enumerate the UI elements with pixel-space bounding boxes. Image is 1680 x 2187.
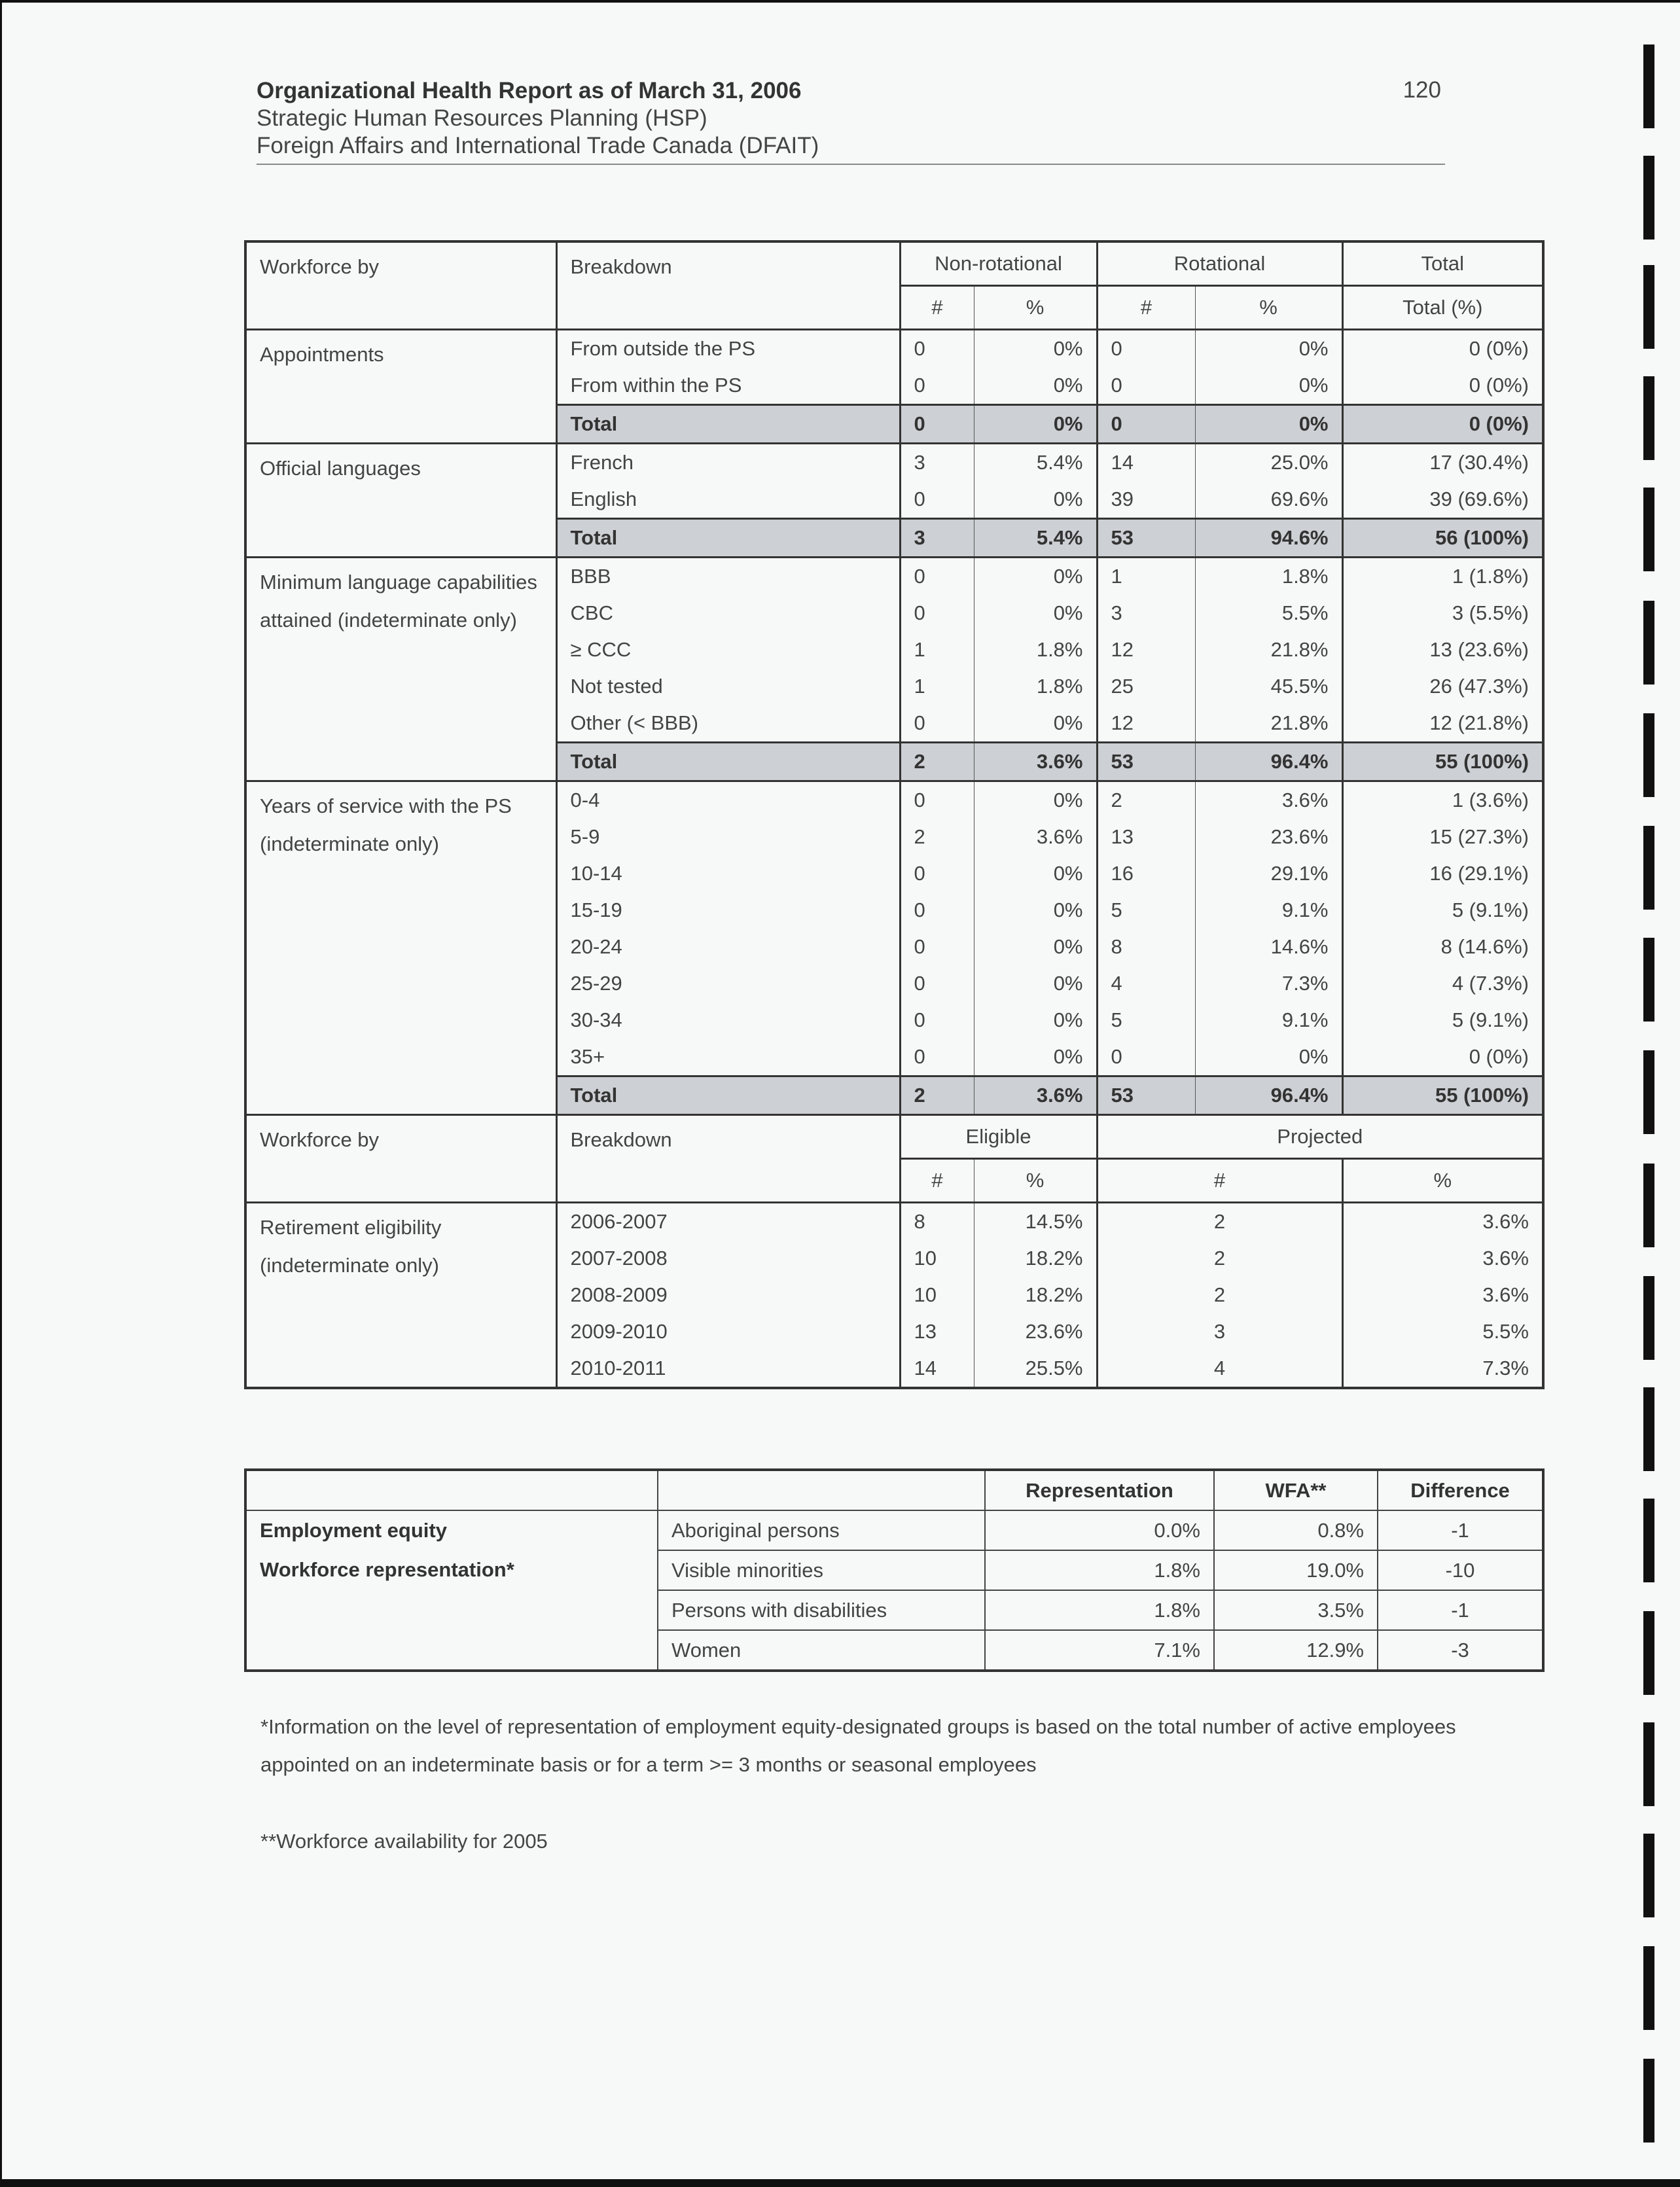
footnote-equity: *Information on the level of representation of employment equity-designated groups is based on the total number of active employees appointed on an indeterminate basis or for a term >= 3 months or seasonal employees (260, 1715, 1456, 1776)
ee-label-line1: Employment equity (260, 1519, 447, 1542)
workforce-table (244, 240, 1545, 1389)
total-cell: 39 (69.6%) (1429, 488, 1529, 510)
breakdown-cell: BBB (556, 558, 900, 596)
total-cell: 5 (9.1%) (1452, 1008, 1529, 1031)
column-header-eligible: Eligible (900, 1115, 1097, 1159)
nr-pct-cell: 5.4% (974, 444, 1097, 482)
nr-num-cell: 0 (900, 705, 974, 743)
nr-num-cell: 0 (900, 330, 974, 368)
r-num-cell: 2 (1097, 781, 1195, 819)
el-pct-cell: 14.5% (974, 1203, 1097, 1241)
r-num-cell: 4 (1097, 965, 1195, 1002)
total-cell: 15 (27.3%) (1429, 825, 1529, 848)
total-r-pct: 96.4% (1195, 1076, 1342, 1115)
total-cell: 26 (47.3%) (1429, 675, 1529, 698)
breakdown-cell: 15-19 (556, 892, 900, 929)
column-header-difference: Difference (1378, 1470, 1543, 1510)
subheader-pr-pct: % (1342, 1159, 1543, 1203)
subheader-el-pct: % (974, 1159, 1097, 1203)
nr-pct-cell: 1.8% (974, 668, 1097, 705)
department-name: Foreign Affairs and International Trade Canada (DFAIT) (257, 133, 819, 158)
pr-num-cell: 4 (1097, 1350, 1342, 1388)
report-subtitle: Strategic Human Resources Planning (HSP) (257, 105, 707, 131)
nr-pct-cell: 1.8% (974, 631, 1097, 668)
table-row (245, 1510, 1543, 1550)
breakdown-cell: English (556, 481, 900, 519)
r-pct-cell: 7.3% (1195, 965, 1342, 1002)
table-row (245, 781, 1543, 819)
breakdown-cell: 2006-2007 (556, 1203, 900, 1241)
r-pct-cell: 0% (1195, 330, 1342, 368)
total-nr-num: 0 (900, 405, 974, 444)
nr-pct-cell: 0% (974, 481, 1097, 519)
total-label-cell: Total (556, 1076, 900, 1115)
breakdown-cell: Other (< BBB) (556, 705, 900, 743)
nr-num-cell: 0 (900, 892, 974, 929)
table-row (245, 444, 1543, 482)
breakdown-cell: 0-4 (556, 781, 900, 819)
column-header-wfa: WFA** (1214, 1470, 1378, 1510)
nr-pct-cell: 0% (974, 367, 1097, 405)
nr-pct-cell: 0% (974, 705, 1097, 743)
el-num-cell: 10 (900, 1240, 974, 1277)
wfa-cell: 0.8% (1214, 1510, 1378, 1550)
el-num-cell: 8 (900, 1203, 974, 1241)
total-r-num: 53 (1097, 743, 1195, 781)
breakdown-cell: ≥ CCC (556, 631, 900, 668)
representation-cell: 7.1% (985, 1630, 1214, 1671)
total-r-num: 53 (1097, 519, 1195, 558)
pr-pct-cell: 3.6% (1482, 1283, 1529, 1306)
page-header (257, 77, 1441, 160)
total-nr-num: 2 (900, 1076, 974, 1115)
total-total: 56 (100%) (1342, 519, 1543, 558)
nr-num-cell: 0 (900, 781, 974, 819)
section-label: Appointments (245, 330, 556, 444)
nr-num-cell: 0 (900, 929, 974, 965)
punch-mark (1643, 1611, 1654, 1695)
nr-num-cell: 1 (900, 668, 974, 705)
el-pct-cell: 25.5% (974, 1350, 1097, 1388)
total-label-cell: Total (556, 519, 900, 558)
nr-pct-cell: 0% (974, 781, 1097, 819)
punch-mark (1643, 1387, 1654, 1471)
wfa-cell: 12.9% (1214, 1630, 1378, 1671)
nr-pct-cell: 0% (974, 1002, 1097, 1039)
punch-mark (1643, 156, 1654, 240)
breakdown-cell: From outside the PS (556, 330, 900, 368)
total-r-pct: 94.6% (1195, 519, 1342, 558)
column-header-total: Total (1342, 241, 1543, 286)
total-cell: 0 (0%) (1469, 337, 1529, 360)
total-label-cell: Total (556, 405, 900, 444)
el-pct-cell: 18.2% (974, 1277, 1097, 1313)
r-num-cell: 25 (1097, 668, 1195, 705)
r-num-cell: 12 (1097, 631, 1195, 668)
retirement-label: Retirement eligibility (indeterminate only) (245, 1203, 556, 1389)
r-pct-cell: 69.6% (1195, 481, 1342, 519)
r-num-cell: 39 (1097, 481, 1195, 519)
r-pct-cell: 21.8% (1195, 631, 1342, 668)
column-header-projected: Projected (1097, 1115, 1543, 1159)
breakdown-cell: Not tested (556, 668, 900, 705)
nr-num-cell: 3 (900, 444, 974, 482)
pr-pct-cell: 3.6% (1482, 1210, 1529, 1233)
total-nr-pct: 0% (974, 405, 1097, 444)
nr-num-cell: 0 (900, 595, 974, 631)
r-pct-cell: 0% (1195, 1039, 1342, 1076)
nr-pct-cell: 3.6% (974, 819, 1097, 855)
punch-mark (1643, 938, 1654, 1022)
breakdown-cell: 2009-2010 (556, 1313, 900, 1350)
r-num-cell: 0 (1097, 330, 1195, 368)
r-pct-cell: 9.1% (1195, 892, 1342, 929)
total-nr-pct: 3.6% (974, 1076, 1097, 1115)
breakdown-cell: 20-24 (556, 929, 900, 965)
total-total: 55 (100%) (1342, 743, 1543, 781)
breakdown-cell: CBC (556, 595, 900, 631)
breakdown-cell: 35+ (556, 1039, 900, 1076)
wfa-cell: 19.0% (1214, 1550, 1378, 1590)
wfa-cell: 3.5% (1214, 1590, 1378, 1630)
scan-border-top (0, 0, 1680, 3)
nr-num-cell: 0 (900, 481, 974, 519)
pr-num-cell: 3 (1097, 1313, 1342, 1350)
nr-pct-cell: 0% (974, 595, 1097, 631)
r-pct-cell: 29.1% (1195, 855, 1342, 892)
difference-cell: -10 (1378, 1550, 1543, 1590)
nr-pct-cell: 0% (974, 965, 1097, 1002)
el-num-cell: 13 (900, 1313, 974, 1350)
r-num-cell: 0 (1097, 367, 1195, 405)
breakdown-cell: 2007-2008 (556, 1240, 900, 1277)
total-label-cell: Total (556, 743, 900, 781)
punch-mark (1643, 488, 1654, 571)
group-cell: Persons with disabilities (658, 1590, 985, 1630)
breakdown-cell: French (556, 444, 900, 482)
pr-num-cell: 2 (1097, 1240, 1342, 1277)
table-row (245, 558, 1543, 596)
pr-num-cell: 2 (1097, 1277, 1342, 1313)
punch-mark (1643, 1499, 1654, 1582)
nr-pct-cell: 0% (974, 892, 1097, 929)
breakdown-cell: 5-9 (556, 819, 900, 855)
punch-mark (1643, 1276, 1654, 1360)
punch-mark (1643, 2059, 1654, 2143)
nr-num-cell: 0 (900, 558, 974, 596)
nr-num-cell: 0 (900, 1002, 974, 1039)
breakdown-cell: From within the PS (556, 367, 900, 405)
r-num-cell: 13 (1097, 819, 1195, 855)
table-row (245, 330, 1543, 368)
r-pct-cell: 5.5% (1195, 595, 1342, 631)
r-num-cell: 0 (1097, 1039, 1195, 1076)
punch-mark (1643, 44, 1654, 128)
r-pct-cell: 23.6% (1195, 819, 1342, 855)
total-cell: 3 (5.5%) (1452, 601, 1529, 624)
total-cell: 1 (1.8%) (1452, 565, 1529, 588)
scan-border-left (0, 0, 2, 2187)
ee-label-line2: Workforce representation* (260, 1558, 514, 1581)
r-pct-cell: 25.0% (1195, 444, 1342, 482)
header-rule (257, 164, 1445, 165)
column-header-breakdown: Breakdown (556, 241, 900, 330)
total-cell: 0 (0%) (1469, 374, 1529, 397)
r-num-cell: 12 (1097, 705, 1195, 743)
punch-mark (1643, 601, 1654, 685)
section-label: Official languages (245, 444, 556, 558)
ee-header-blank-2 (658, 1470, 985, 1510)
group-cell: Women (658, 1630, 985, 1671)
r-pct-cell: 3.6% (1195, 781, 1342, 819)
pr-pct-cell: 7.3% (1482, 1357, 1529, 1379)
breakdown-cell: 30-34 (556, 1002, 900, 1039)
nr-pct-cell: 0% (974, 330, 1097, 368)
subheader-nr-num: # (900, 286, 974, 330)
report-title: Organizational Health Report as of March 31, 2006 (257, 78, 802, 103)
total-cell: 4 (7.3%) (1452, 972, 1529, 995)
total-cell: 13 (23.6%) (1429, 638, 1529, 661)
r-num-cell: 5 (1097, 892, 1195, 929)
page-number: 120 (1403, 77, 1441, 103)
ee-section-label (245, 1510, 658, 1671)
representation-cell: 1.8% (985, 1550, 1214, 1590)
pr-num-cell: 2 (1097, 1203, 1342, 1241)
r-num-cell: 14 (1097, 444, 1195, 482)
retirement-header-breakdown: Breakdown (556, 1115, 900, 1203)
punch-mark (1643, 1722, 1654, 1806)
difference-cell: -1 (1378, 1510, 1543, 1550)
table-row (245, 1203, 1543, 1241)
scan-border-bottom (0, 2179, 1680, 2187)
total-cell: 5 (9.1%) (1452, 898, 1529, 921)
representation-cell: 0.0% (985, 1510, 1214, 1550)
r-num-cell: 16 (1097, 855, 1195, 892)
nr-pct-cell: 0% (974, 1039, 1097, 1076)
subheader-pr-num: # (1097, 1159, 1342, 1203)
r-pct-cell: 45.5% (1195, 668, 1342, 705)
pr-pct-cell: 5.5% (1482, 1320, 1529, 1343)
column-header-non-rotational: Non-rotational (900, 241, 1097, 286)
column-header-workforce-by: Workforce by (245, 241, 556, 330)
total-r-num: 0 (1097, 405, 1195, 444)
total-r-pct: 0% (1195, 405, 1342, 444)
total-cell: 16 (29.1%) (1429, 862, 1529, 885)
subheader-nr-pct: % (974, 286, 1097, 330)
nr-pct-cell: 0% (974, 929, 1097, 965)
footnote-wfa: **Workforce availability for 2005 (260, 1830, 548, 1853)
nr-num-cell: 1 (900, 631, 974, 668)
breakdown-cell: 2008-2009 (556, 1277, 900, 1313)
subheader-total-pct: Total (%) (1342, 286, 1543, 330)
total-cell: 8 (14.6%) (1440, 935, 1529, 958)
column-header-rotational: Rotational (1097, 241, 1342, 286)
punch-mark (1643, 265, 1654, 349)
section-label: Minimum language capabilities attained (indeterminate only) (245, 558, 556, 781)
punch-mark (1643, 1050, 1654, 1134)
total-nr-num: 3 (900, 519, 974, 558)
nr-pct-cell: 0% (974, 855, 1097, 892)
pr-pct-cell: 3.6% (1482, 1247, 1529, 1270)
r-pct-cell: 9.1% (1195, 1002, 1342, 1039)
section-label: Years of service with the PS (indeterminate only) (245, 781, 556, 1115)
breakdown-cell: 2010-2011 (556, 1350, 900, 1388)
representation-cell: 1.8% (985, 1590, 1214, 1630)
nr-num-cell: 2 (900, 819, 974, 855)
subheader-el-num: # (900, 1159, 974, 1203)
breakdown-cell: 25-29 (556, 965, 900, 1002)
employment-equity-table (244, 1468, 1545, 1672)
ee-header-blank-1 (245, 1470, 658, 1510)
group-cell: Aboriginal persons (658, 1510, 985, 1550)
nr-num-cell: 0 (900, 855, 974, 892)
r-pct-cell: 1.8% (1195, 558, 1342, 596)
total-nr-pct: 3.6% (974, 743, 1097, 781)
total-cell: 17 (30.4%) (1429, 451, 1529, 474)
el-num-cell: 14 (900, 1350, 974, 1388)
total-nr-num: 2 (900, 743, 974, 781)
group-cell: Visible minorities (658, 1550, 985, 1590)
total-r-pct: 96.4% (1195, 743, 1342, 781)
difference-cell: -1 (1378, 1590, 1543, 1630)
total-cell: 12 (21.8%) (1429, 711, 1529, 734)
subheader-r-num: # (1097, 286, 1195, 330)
punch-mark (1643, 713, 1654, 797)
breakdown-cell: 10-14 (556, 855, 900, 892)
total-r-num: 53 (1097, 1076, 1195, 1115)
r-num-cell: 5 (1097, 1002, 1195, 1039)
r-pct-cell: 14.6% (1195, 929, 1342, 965)
nr-num-cell: 0 (900, 965, 974, 1002)
el-pct-cell: 18.2% (974, 1240, 1097, 1277)
r-num-cell: 1 (1097, 558, 1195, 596)
nr-num-cell: 0 (900, 1039, 974, 1076)
total-cell: 1 (3.6%) (1452, 789, 1529, 811)
total-nr-pct: 5.4% (974, 519, 1097, 558)
punch-mark (1643, 826, 1654, 910)
subheader-r-pct: % (1195, 286, 1342, 330)
el-num-cell: 10 (900, 1277, 974, 1313)
punch-mark (1643, 1164, 1654, 1247)
total-cell: 0 (0%) (1469, 1045, 1529, 1068)
retirement-header-workforce-by: Workforce by (245, 1115, 556, 1203)
punch-mark (1643, 1946, 1654, 2030)
nr-pct-cell: 0% (974, 558, 1097, 596)
total-total: 55 (100%) (1342, 1076, 1543, 1115)
difference-cell: -3 (1378, 1630, 1543, 1671)
punch-mark (1643, 1834, 1654, 1917)
r-pct-cell: 0% (1195, 367, 1342, 405)
column-header-representation: Representation (985, 1470, 1214, 1510)
el-pct-cell: 23.6% (974, 1313, 1097, 1350)
r-num-cell: 8 (1097, 929, 1195, 965)
r-num-cell: 3 (1097, 595, 1195, 631)
punch-mark (1643, 376, 1654, 460)
total-total: 0 (0%) (1342, 405, 1543, 444)
r-pct-cell: 21.8% (1195, 705, 1342, 743)
nr-num-cell: 0 (900, 367, 974, 405)
